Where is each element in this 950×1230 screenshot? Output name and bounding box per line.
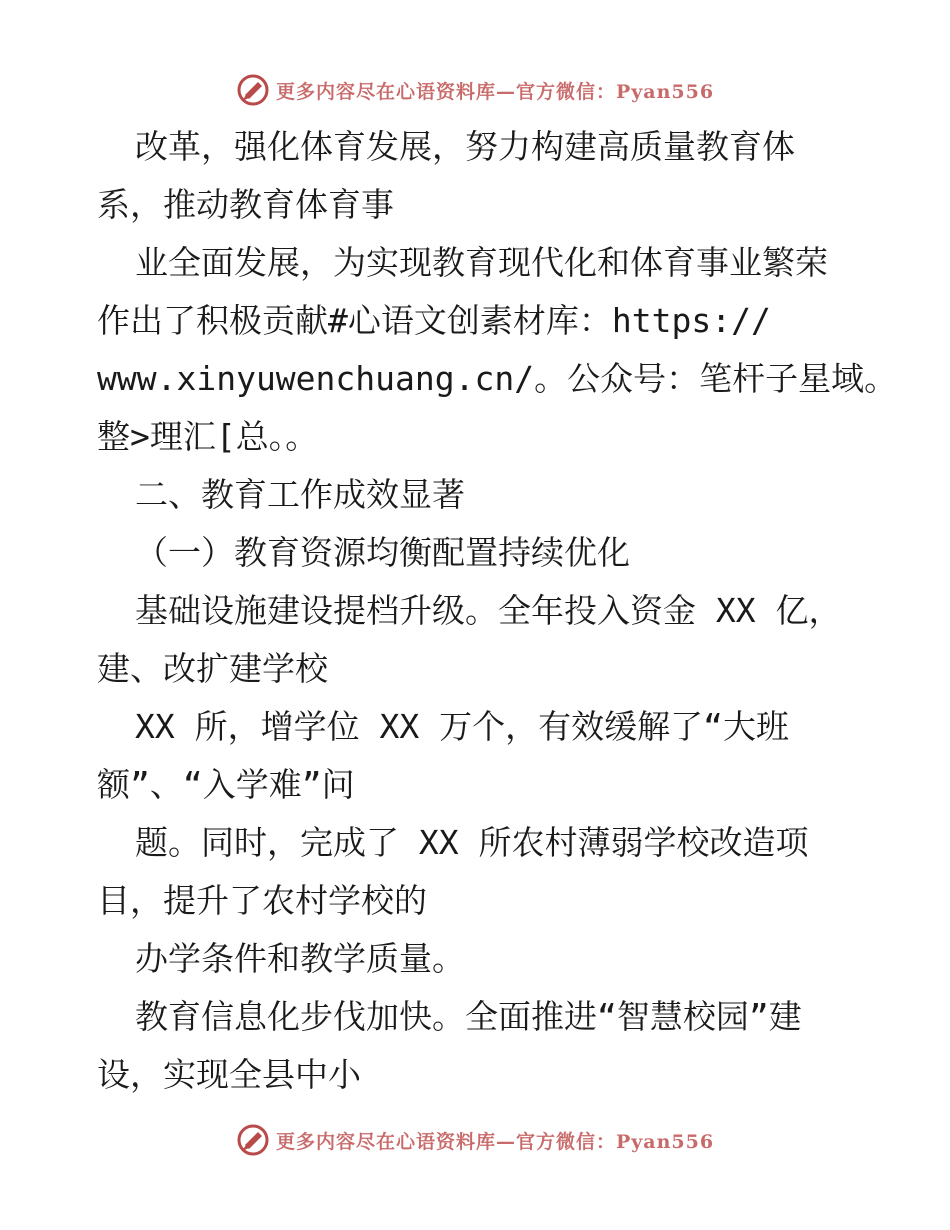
header-banner-text: 更多内容尽在心语资料库—官方微信：Pyan556: [275, 80, 715, 103]
footer-banner: [0, 1120, 950, 1160]
body-line: 建、改扩建学校: [97, 649, 328, 688]
body-line: 改革，强化体育发展，努力构建高质量教育体: [135, 127, 795, 166]
body-line: 作出了积极贡献#心语文创素材库：https://: [97, 301, 771, 340]
body-line: 基础设施建设提档升级。全年投入资金 XX 亿，: [135, 591, 842, 630]
body-line: 整>理汇[总。。: [97, 417, 319, 456]
body-line: 业全面发展，为实现教育现代化和体育事业繁荣: [135, 243, 828, 282]
body-line: 教育信息化步伐加快。全面推进“智慧校园”建: [135, 997, 802, 1036]
body-line: 额”、“入学难”问: [97, 765, 355, 804]
body-line: 办学条件和教学质量。: [135, 939, 465, 978]
brand-logo-icon: [236, 73, 270, 107]
footer-banner-text: 更多内容尽在心语资料库—官方微信：Pyan556: [275, 1130, 715, 1153]
subsection-heading: （一）教育资源均衡配置持续优化: [135, 533, 630, 572]
header-banner: [0, 70, 950, 110]
body-line: 题。同时，完成了 XX 所农村薄弱学校改造项: [135, 823, 809, 862]
body-line: XX 所，增学位 XX 万个，有效缓解了“大班: [135, 707, 789, 746]
body-line: 目，提升了农村学校的: [97, 881, 427, 920]
body-line: 系，推动教育体育事: [97, 185, 394, 224]
section-heading: 二、教育工作成效显著: [135, 475, 465, 514]
document-body: [97, 118, 897, 1104]
body-line: www.xinyuwenchuang.cn/。公众号：笔杆子星域。: [97, 359, 898, 398]
body-line: 设，实现全县中小: [97, 1055, 361, 1094]
brand-logo-icon: [236, 1123, 270, 1157]
